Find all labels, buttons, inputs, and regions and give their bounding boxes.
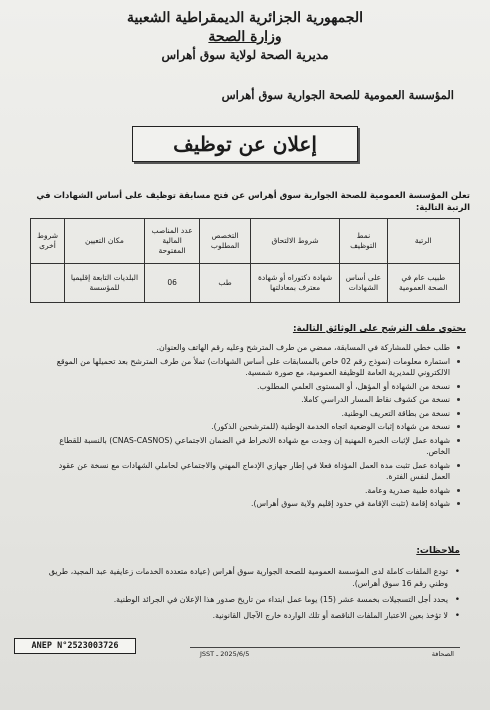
header-access-conditions: شروط الالتحاق bbox=[250, 219, 340, 264]
publication-footer bbox=[190, 647, 460, 662]
header-grade: الرتبة bbox=[387, 219, 459, 264]
list-item: شهادة عمل لإثبات الخبرة المهنية إن وجدت مع شهادة الانخراط في الضمان الاجتماعي (CNAS-CASNOS) بالنسبة للقطاع الخاص. bbox=[40, 435, 460, 458]
header-recruitment-mode: نمط التوظيف bbox=[340, 219, 387, 264]
document-header bbox=[60, 8, 430, 64]
ministry-line: وزارة الصحة bbox=[208, 29, 282, 45]
table-row bbox=[31, 264, 460, 303]
publication-date: 2025/6/5 ـ JSST bbox=[200, 650, 250, 658]
cell-grade: طبيب عام في الصحة العمومية bbox=[387, 264, 459, 303]
header-specialty: التخصص المطلوب bbox=[200, 219, 250, 264]
list-item: شهادة إقامة (تثبت الإقامة في حدود إقليم ولاية سوق أهراس). bbox=[40, 498, 460, 510]
list-item: نسخة من كشوف نقاط المسار الدراسي كاملا. bbox=[40, 394, 460, 406]
notes-heading: ملاحظات: bbox=[416, 546, 460, 556]
notes-list bbox=[40, 566, 460, 626]
directorate-line: مديرية الصحة لولاية سوق أهراس bbox=[161, 48, 329, 62]
list-item: شهادة طبية صدرية وعامة. bbox=[40, 485, 460, 497]
documents-heading: يحتوي ملف الترشح على الوثائق التالية: bbox=[292, 324, 466, 334]
list-item: نسخة من بطاقة التعريف الوطنية. bbox=[40, 408, 460, 420]
announcement-title-box bbox=[132, 126, 358, 162]
intro-paragraph: تعلن المؤسسة العمومية للصحة الجوارية سوق أهراس عن فتح مسابقة توظيف على أساس الشهادات في الرتبة التالية: bbox=[36, 191, 470, 213]
table-header-row bbox=[31, 219, 460, 264]
announcement-title: إعلان عن توظيف bbox=[173, 132, 317, 156]
cell-access-conditions: شهادة دكتوراه أو شهادة معترف بمعادلتها bbox=[250, 264, 340, 303]
list-item: طلب خطي للمشاركة في المسابقة، ممضي من طرف المترشح وعليه رقم الهاتف والعنوان. bbox=[40, 342, 460, 354]
cell-recruitment-mode: على أساس الشهادات bbox=[340, 264, 387, 303]
republic-line: الجمهورية الجزائرية الديمقراطية الشعبية bbox=[126, 10, 363, 26]
cell-specialty: طب bbox=[200, 264, 250, 303]
cell-assignment-place: البلديات التابعة إقليميا للمؤسسة bbox=[65, 264, 145, 303]
cell-other-conditions bbox=[31, 264, 65, 303]
newspaper-name: الصحافة bbox=[431, 650, 454, 658]
list-item: استمارة معلومات (نموذج رقم 02 خاص بالمسابقات على أساس الشهادات) تملأ من طرف المترشح بعد تحميلها من الموقع الالكتروني للمديرية العامة للوظيفة العمومية، مع صورة شمسية. bbox=[40, 356, 460, 379]
list-item: نسخة من شهادة إثبات الوضعية اتجاه الخدمة الوطنية (للمترشحين الذكور). bbox=[40, 421, 460, 433]
list-item: • تودع الملفات كاملة لدى المؤسسة العمومية للصحة الجوارية سوق أهراس (عيادة متعددة الخدمات زعايفية عبد المجيد، طريق وطني رقم 16 سوق أهراس). bbox=[40, 566, 460, 590]
jobs-table bbox=[30, 218, 460, 303]
list-item: شهادة عمل تثبت مدة العمل المؤداة فعلا في إطار جهازي الإدماج المهني والاجتماعي لحاملي الشهادات مع نسخة عن عقود العمل لنفس الفترة. bbox=[40, 460, 460, 483]
list-item: نسخة من الشهادة أو المؤهل، أو المستوى العلمي المطلوب. bbox=[40, 381, 460, 393]
cell-positions: 06 bbox=[144, 264, 199, 303]
header-assignment-place: مكان التعيين bbox=[65, 219, 145, 264]
list-item: • يحدد أجل التسجيلات بخمسة عشر (15) يوما عمل ابتداء من تاريخ صدور هذا الإعلان في الجرائد الوطنية. bbox=[40, 594, 460, 606]
list-item: • لا تؤخذ بعين الاعتبار الملفات الناقصة أو تلك الواردة خارج الآجال القانونية. bbox=[40, 610, 460, 622]
anep-reference-box: ANEP N°2523003726 bbox=[14, 638, 136, 654]
header-positions: عدد المناصب المالية المفتوحة bbox=[144, 219, 199, 264]
header-other-conditions: شروط أخرى bbox=[31, 219, 65, 264]
documents-list bbox=[40, 342, 460, 512]
organization-name: المؤسسة العمومية للصحة الجوارية سوق أهراس bbox=[221, 88, 454, 102]
